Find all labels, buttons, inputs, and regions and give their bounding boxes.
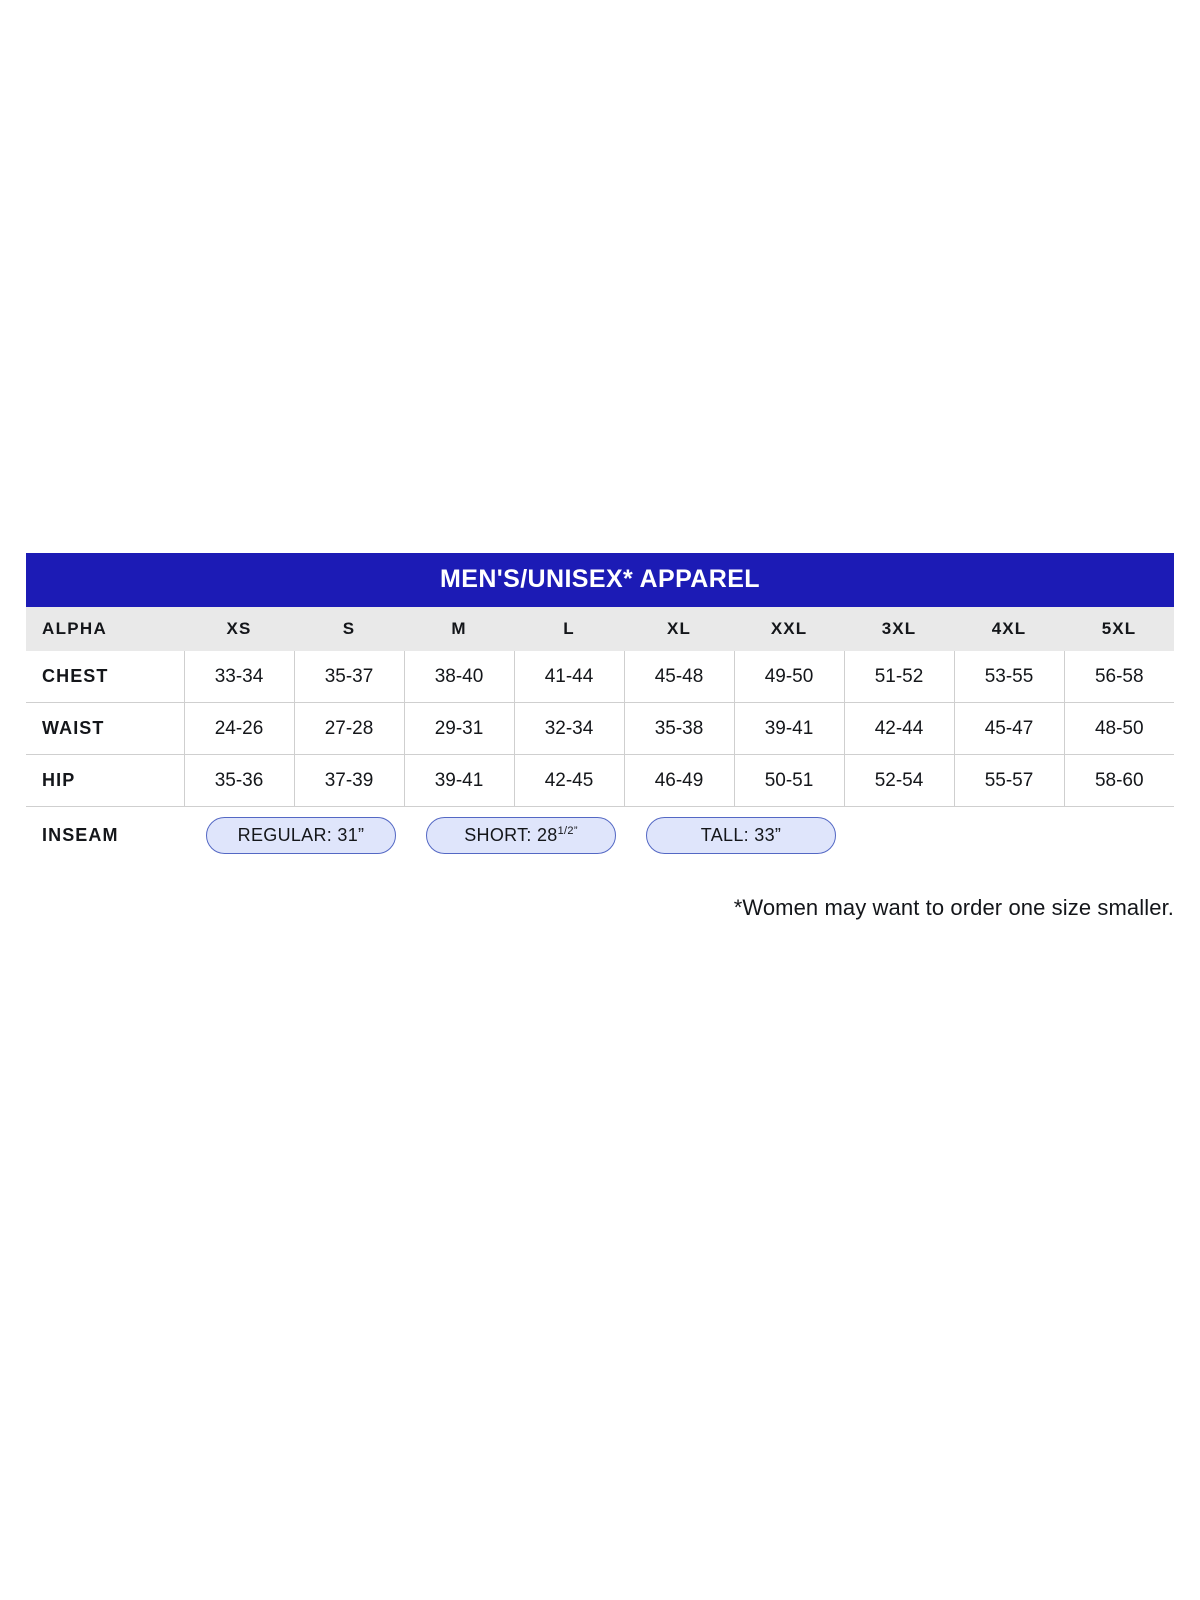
row-label-waist: WAIST [26,703,184,755]
cell-waist-5xl: 48-50 [1064,703,1174,755]
inseam-short-fraction: 1/2” [557,824,578,837]
cell-waist-4xl: 45-47 [954,703,1064,755]
table-row-hip [26,755,1174,807]
size-table [26,607,1174,863]
column-header-4xl: 4XL [991,619,1027,638]
table-row-inseam [26,807,1174,864]
cell-waist-m: 29-31 [404,703,514,755]
cell-hip-5xl: 58-60 [1064,755,1174,807]
cell-chest-xl: 45-48 [624,651,734,703]
cell-chest-3xl: 51-52 [844,651,954,703]
row-label-inseam: INSEAM [42,824,119,845]
cell-hip-3xl: 52-54 [844,755,954,807]
table-row-chest [26,651,1174,703]
column-header-s: S [342,619,356,638]
cell-waist-s: 27-28 [294,703,404,755]
cell-waist-xs: 24-26 [184,703,294,755]
cell-chest-l: 41-44 [514,651,624,703]
cell-hip-xl: 46-49 [624,755,734,807]
column-header-l: L [563,619,575,638]
cell-chest-s: 35-37 [294,651,404,703]
cell-hip-m: 39-41 [404,755,514,807]
table-header-row [26,607,1174,651]
cell-hip-xxl: 50-51 [734,755,844,807]
row-label-chest: CHEST [26,651,184,703]
cell-chest-4xl: 53-55 [954,651,1064,703]
cell-chest-xxl: 49-50 [734,651,844,703]
footnote: *Women may want to order one size smaller. [733,895,1174,920]
cell-chest-m: 38-40 [404,651,514,703]
chart-title: MEN'S/UNISEX* APPAREL [26,553,1174,607]
cell-waist-xxl: 39-41 [734,703,844,755]
inseam-option-tall-cell [624,807,844,864]
row-label-hip: HIP [26,755,184,807]
cell-hip-4xl: 55-57 [954,755,1064,807]
cell-hip-s: 37-39 [294,755,404,807]
inseam-option-regular[interactable]: REGULAR: 31” [206,817,396,854]
inseam-option-tall[interactable]: TALL: 33” [646,817,836,854]
inseam-option-short[interactable]: SHORT: $28^{1/2”}$ [426,817,616,854]
cell-waist-l: 32-34 [514,703,624,755]
cell-chest-xs: 33-34 [184,651,294,703]
column-header-xl: XL [667,619,691,638]
table-row-waist [26,703,1174,755]
cell-waist-3xl: 42-44 [844,703,954,755]
column-header-alpha: ALPHA [42,619,108,638]
column-header-xs: XS [226,619,252,638]
cell-waist-xl: 35-38 [624,703,734,755]
column-header-xxl: XXL [770,619,808,638]
cell-chest-5xl: 56-58 [1064,651,1174,703]
column-header-5xl: 5XL [1101,619,1137,638]
inseam-empty-cell [844,807,1174,864]
column-header-3xl: 3XL [881,619,917,638]
column-header-m: M [451,619,467,638]
size-chart [26,553,1174,863]
inseam-option-regular-cell [184,807,404,864]
cell-hip-l: 42-45 [514,755,624,807]
inseam-option-short-cell [404,807,624,864]
cell-hip-xs: 35-36 [184,755,294,807]
